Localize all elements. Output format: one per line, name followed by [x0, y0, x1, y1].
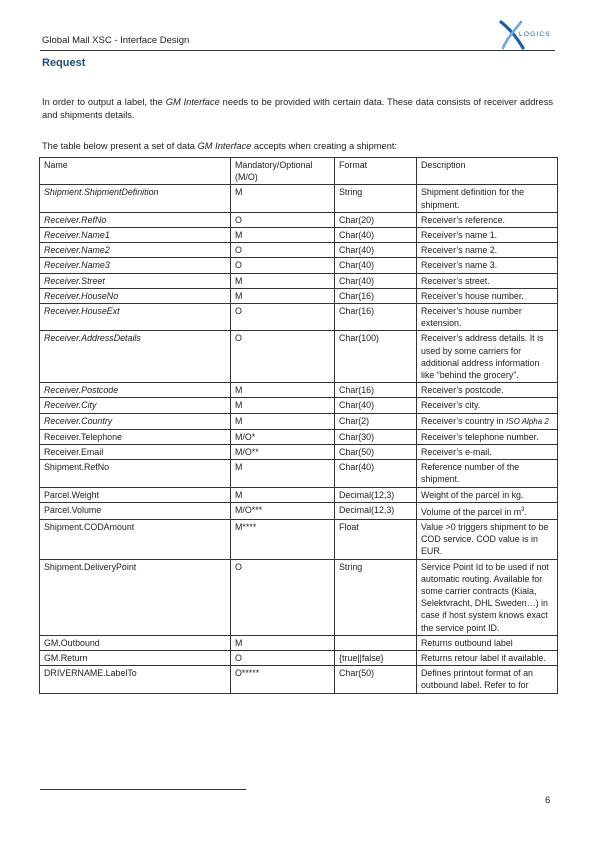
- cell-description: Shipment definition for the shipment.: [417, 185, 558, 212]
- cell-description: Receiver’s house number extension.: [417, 304, 558, 331]
- cell-mandatory: M/O**: [231, 445, 335, 460]
- column-header-mandatory: Mandatory/Optional (M/O): [231, 158, 335, 185]
- table-row: [40, 212, 558, 227]
- table-row: [40, 429, 558, 444]
- cell-mandatory: M: [231, 635, 335, 650]
- logo-text: LOGICS: [519, 31, 551, 38]
- cell-mandatory: O: [231, 559, 335, 635]
- cell-name: Shipment.CODAmount: [40, 520, 231, 560]
- cell-format: Char(2): [335, 413, 417, 429]
- footer-divider: [40, 789, 246, 790]
- cell-name: Receiver.Telephone: [40, 429, 231, 444]
- cell-mandatory: O: [231, 212, 335, 227]
- section-title: Request: [42, 57, 86, 69]
- cell-format: String: [335, 185, 417, 212]
- table-row: [40, 445, 558, 460]
- cell-name: Receiver.HouseExt: [40, 304, 231, 331]
- cell-name: Receiver.RefNo: [40, 212, 231, 227]
- cell-format: Char(40): [335, 398, 417, 413]
- column-header-format: Format: [335, 158, 417, 185]
- cell-description: Service Point Id to be used if not automatic routing. Available for some carrier contracts (Kiala, Selektvracht, DHL Sweden…) in case if host system knows exact the service point ID.: [417, 559, 558, 635]
- cell-format: Char(16): [335, 288, 417, 303]
- cell-name: Parcel.Weight: [40, 487, 231, 502]
- cell-mandatory: M: [231, 413, 335, 429]
- table-row: [40, 288, 558, 303]
- cell-mandatory: M: [231, 460, 335, 487]
- cell-mandatory: M: [231, 383, 335, 398]
- shipment-data-table: [39, 157, 558, 694]
- cell-format: Char(50): [335, 445, 417, 460]
- cell-name: Receiver.Postcode: [40, 383, 231, 398]
- column-header-name: Name: [40, 158, 231, 185]
- cell-mandatory: M****: [231, 520, 335, 560]
- cell-format: Decimal(12,3): [335, 502, 417, 519]
- cell-description: Reference number of the shipment.: [417, 460, 558, 487]
- cell-name: Receiver.Name2: [40, 243, 231, 258]
- table-row: [40, 460, 558, 487]
- table-row: [40, 413, 558, 429]
- cell-format: Char(40): [335, 243, 417, 258]
- table-row: [40, 520, 558, 560]
- cell-description: Receiver’s reference.: [417, 212, 558, 227]
- cell-description: Receiver’s house number.: [417, 288, 558, 303]
- table-row: [40, 383, 558, 398]
- cell-mandatory: M: [231, 185, 335, 212]
- header-title: Global Mail XSC - Interface Design: [42, 35, 190, 46]
- cell-description: Receiver’s city.: [417, 398, 558, 413]
- table-row: [40, 666, 558, 693]
- cell-description: Weight of the parcel in kg.: [417, 487, 558, 502]
- table-row: [40, 304, 558, 331]
- table-row: [40, 651, 558, 666]
- cell-format: Char(30): [335, 429, 417, 444]
- cell-name: GM.Outbound: [40, 635, 231, 650]
- cell-mandatory: M/O*: [231, 429, 335, 444]
- cell-mandatory: O: [231, 304, 335, 331]
- cell-mandatory: O: [231, 331, 335, 383]
- cell-format: Char(20): [335, 212, 417, 227]
- cell-name: Receiver.Name1: [40, 228, 231, 243]
- cell-format: Char(40): [335, 460, 417, 487]
- cell-mandatory: M: [231, 273, 335, 288]
- cell-name: DRIVERNAME.LabelTo: [40, 666, 231, 693]
- column-header-description: Description: [417, 158, 558, 185]
- cell-format: Char(100): [335, 331, 417, 383]
- cell-format: Char(16): [335, 383, 417, 398]
- cell-name: Shipment.RefNo: [40, 460, 231, 487]
- cell-description: Returns outbound label: [417, 635, 558, 650]
- cell-name: Receiver.Street: [40, 273, 231, 288]
- table-row: [40, 273, 558, 288]
- cell-description: Defines printout format of an outbound label. Refer to for: [417, 666, 558, 693]
- cell-mandatory: M: [231, 398, 335, 413]
- cell-description: Receiver’s country in ISO Alpha 2: [417, 413, 558, 429]
- cell-name: Receiver.HouseNo: [40, 288, 231, 303]
- cell-format: [335, 635, 417, 650]
- header-divider: [40, 50, 555, 51]
- cell-mandatory: O: [231, 243, 335, 258]
- cell-mandatory: M/O***: [231, 502, 335, 519]
- table-row: [40, 502, 558, 519]
- cell-name: GM.Return: [40, 651, 231, 666]
- table-row: [40, 185, 558, 212]
- cell-description: Value >0 triggers shipment to be COD service. COD value is in EUR.: [417, 520, 558, 560]
- table-row: [40, 487, 558, 502]
- cell-description: Receiver’s name 3.: [417, 258, 558, 273]
- cell-format: {true||false}: [335, 651, 417, 666]
- cell-format: Char(40): [335, 258, 417, 273]
- intro-paragraph: In order to output a label, the GM Interface needs to be provided with certain data. These data consists of receiver address and shipments details.: [42, 97, 553, 120]
- cell-mandatory: M: [231, 487, 335, 502]
- cell-format: Char(40): [335, 228, 417, 243]
- cell-format: Char(40): [335, 273, 417, 288]
- page-number: 6: [545, 795, 551, 806]
- cell-format: Char(16): [335, 304, 417, 331]
- table-row: [40, 398, 558, 413]
- table-row: [40, 258, 558, 273]
- cell-description: Returns retour label if available.: [417, 651, 558, 666]
- cell-description: Receiver’s street.: [417, 273, 558, 288]
- cell-name: Receiver.Country: [40, 413, 231, 429]
- table-header-row: [40, 158, 558, 185]
- cell-description: Receiver’s name 2.: [417, 243, 558, 258]
- cell-description: Volume of the parcel in $m^3$.: [417, 502, 558, 519]
- cell-mandatory: O: [231, 258, 335, 273]
- cell-description: Receiver’s address details. It is used by some carriers for additional address information like “behind the grocery”.: [417, 331, 558, 383]
- cell-name: Receiver.City: [40, 398, 231, 413]
- cell-format: Decimal(12,3): [335, 487, 417, 502]
- table-row: [40, 228, 558, 243]
- cell-name: Shipment.DeliveryPoint: [40, 559, 231, 635]
- cell-description: Receiver’s telephone number.: [417, 429, 558, 444]
- cell-format: String: [335, 559, 417, 635]
- table-row: [40, 559, 558, 635]
- cell-mandatory: O*****: [231, 666, 335, 693]
- table-intro-paragraph: The table below present a set of data GM Interface accepts when creating a shipment:: [42, 141, 398, 151]
- cell-description: Receiver’s e-mail.: [417, 445, 558, 460]
- xlogics-logo: [497, 20, 559, 50]
- cell-mandatory: M: [231, 288, 335, 303]
- cell-mandatory: M: [231, 228, 335, 243]
- cell-name: Parcel.Volume: [40, 502, 231, 519]
- cell-name: Receiver.AddressDetails: [40, 331, 231, 383]
- table-row: [40, 243, 558, 258]
- cell-mandatory: O: [231, 651, 335, 666]
- table-row: [40, 635, 558, 650]
- cell-description: Receiver’s postcode.: [417, 383, 558, 398]
- cell-name: Receiver.Email: [40, 445, 231, 460]
- table-row: [40, 331, 558, 383]
- cell-format: Float: [335, 520, 417, 560]
- cell-description: Receiver’s name 1.: [417, 228, 558, 243]
- cell-name: Receiver.Name3: [40, 258, 231, 273]
- cell-name: Shipment.ShipmentDefinition: [40, 185, 231, 212]
- cell-format: Char(50): [335, 666, 417, 693]
